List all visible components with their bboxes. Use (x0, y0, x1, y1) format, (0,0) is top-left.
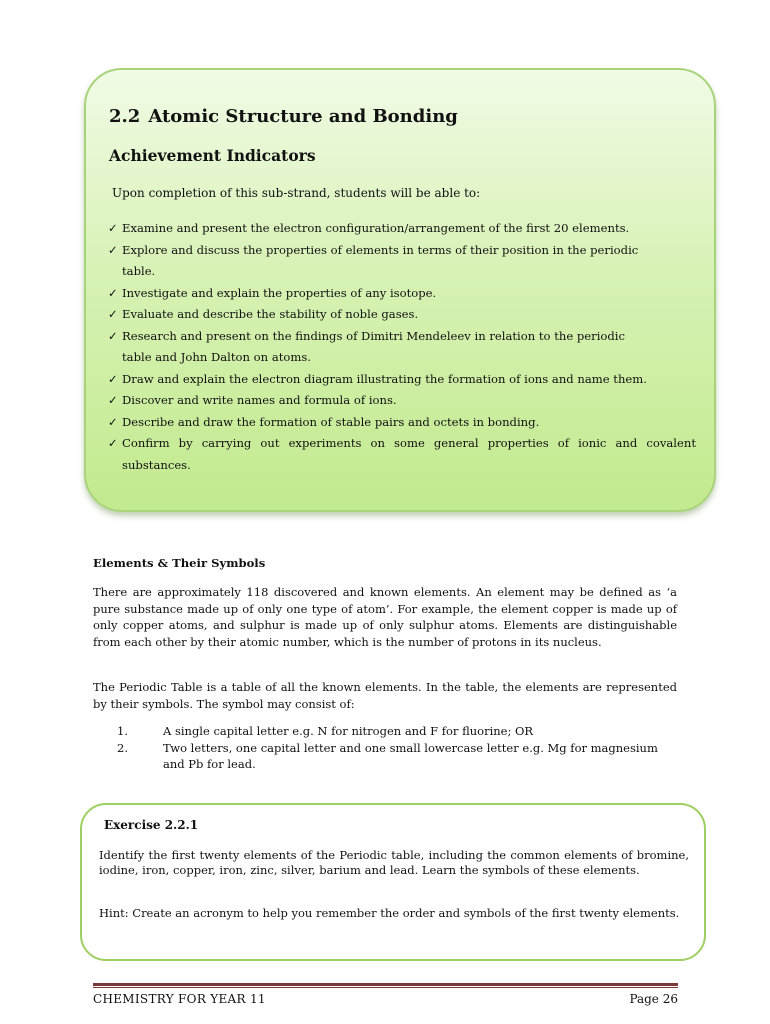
symbol-list (93, 723, 677, 773)
check-icon: ✓ (108, 371, 118, 386)
indicator-item: ✓ Draw and explain the electron diagram illustrating the formation of ions and name them. (108, 369, 696, 391)
footer-rule (93, 983, 678, 986)
page-number: Page 26 (629, 992, 678, 1006)
footer-title: CHEMISTRY FOR YEAR 11 (93, 992, 266, 1006)
section-number: 2.2 (109, 106, 141, 127)
elements-paragraph-2: The Periodic Table is a table of all the known elements. In the table, the elements are represented by their symbols. The symbol may consist of: (93, 680, 677, 711)
indicator-item: ✓ Discover and write names and formula of ions. (108, 390, 696, 412)
achievement-box (84, 68, 716, 512)
list-item: 1. A single capital letter e.g. N for nitrogen and F for fluorine; OR (117, 724, 534, 738)
exercise-box (80, 803, 706, 961)
elements-paragraph-1: There are approximately 118 discovered and known elements. An element may be defined as ‘a pure substance made up of only one type of atom’. For example, the element copper is made up of only copper atoms, and sulphur is made up of only sulphur atoms. Elements are distinguishable from each other by their atomic number, which is the number of protons in its nucleus. (93, 585, 677, 649)
indicator-item: ✓ Confirm by carrying out experiments on some general properties of ionic and covalent (108, 433, 696, 455)
indicator-list (108, 218, 696, 476)
indicator-item: ✓ Describe and draw the formation of stable pairs and octets in bonding. (108, 412, 696, 434)
indicator-item-continuation: table and John Dalton on atoms. (122, 350, 311, 364)
check-icon: ✓ (108, 328, 118, 343)
indicator-item: ✓ Research and present on the findings of Dimitri Mendeleev in relation to the periodic (108, 326, 696, 348)
check-icon: ✓ (108, 414, 118, 429)
section-title-text: Atomic Structure and Bonding (148, 106, 458, 127)
achievement-heading: Achievement Indicators (109, 146, 316, 165)
list-item: 2. Two letters, one capital letter and one small lowercase letter e.g. Mg for magnesium and Pb for lead. (117, 740, 658, 771)
check-icon: ✓ (108, 242, 118, 257)
check-icon: ✓ (108, 393, 118, 407)
exercise-text: Identify the first twenty elements of the Periodic table, including the common elements of bromine, iodine, iron, copper, iron, zinc, silver, barium and lead. Learn the symbols of these elements. (99, 848, 689, 877)
section-title (109, 106, 458, 127)
elements-heading: Elements & Their Symbols (93, 556, 266, 570)
indicator-item: ✓ Examine and present the electron configuration/arrangement of the first 20 elements. (108, 218, 696, 240)
indicator-item: ✓ Investigate and explain the properties of any isotope. (108, 283, 696, 305)
intro-text: Upon completion of this sub-strand, students will be able to: (112, 186, 481, 200)
indicator-item-continuation: substances. (122, 457, 191, 472)
check-icon: ✓ (108, 436, 118, 450)
indicator-item-continuation: table. (122, 264, 156, 278)
list-number: 1. (117, 724, 128, 738)
indicator-item: ✓ Explore and discuss the properties of elements in terms of their position in the periodic (108, 240, 696, 262)
exercise-title: Exercise 2.2.1 (104, 818, 199, 832)
footer-rule-thin (93, 987, 678, 988)
check-icon: ✓ (108, 221, 118, 235)
check-icon: ✓ (108, 285, 118, 300)
check-icon: ✓ (108, 307, 118, 321)
indicator-item: ✓ Evaluate and describe the stability of noble gases. (108, 304, 696, 326)
exercise-hint: Hint: Create an acronym to help you remember the order and symbols of the first twenty elements. (99, 906, 680, 920)
list-number: 2. (117, 740, 128, 755)
